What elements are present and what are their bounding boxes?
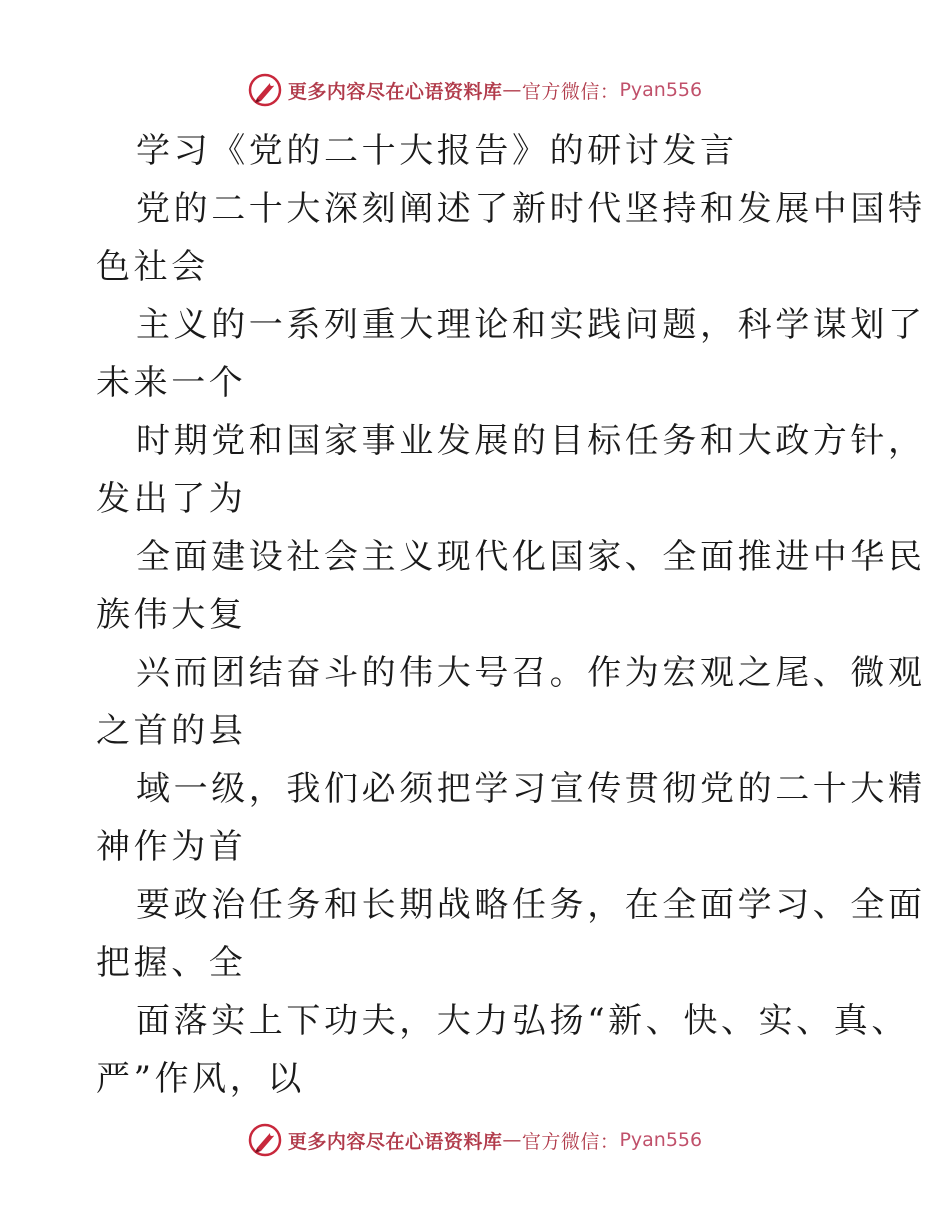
paragraph-line: 时期党和国家事业发展的目标任务和大政方针，	[136, 421, 926, 461]
banner-main-text: 更多内容尽在心语资料库	[287, 80, 503, 103]
banner-dash: —	[502, 1129, 522, 1151]
paragraph-line: 党的二十大深刻阐述了新时代坚持和发展中国特	[136, 189, 926, 229]
paragraph-line: 严”作风，以	[96, 1059, 305, 1099]
footer-banner	[0, 1120, 950, 1160]
banner-sub-text: 官方微信：	[521, 80, 620, 103]
paragraph-line: 未来一个	[96, 363, 247, 403]
banner-main-text: 更多内容尽在心语资料库	[287, 1130, 503, 1153]
paragraph-line: 把握、全	[96, 943, 247, 983]
paragraph-line: 面落实上下功夫，大力弘扬“新、快、实、真、	[136, 1001, 909, 1041]
paragraph-line: 神作为首	[96, 827, 247, 867]
paragraph-line: 主义的一系列重大理论和实践问题，科学谋划了	[136, 305, 926, 345]
banner-dash: —	[502, 79, 522, 101]
paragraph-line: 域一级，我们必须把学习宣传贯彻党的二十大精	[136, 769, 926, 809]
paragraph-line: 发出了为	[96, 479, 247, 519]
banner-sub-text: 官方微信：	[521, 1130, 620, 1153]
paragraph-line: 族伟大复	[96, 595, 247, 635]
pen-logo-icon	[248, 1123, 282, 1157]
document-title: 学习《党的二十大报告》的研讨发言	[136, 131, 738, 171]
paragraph-line: 色社会	[96, 247, 209, 287]
banner-wechat-id: Pyan556	[619, 79, 703, 101]
pen-logo-icon	[248, 73, 282, 107]
document-body	[96, 122, 926, 1108]
banner-wechat-id: Pyan556	[619, 1129, 703, 1151]
paragraph-line: 之首的县	[96, 711, 247, 751]
paragraph-line: 要政治任务和长期战略任务，在全面学习、全面	[136, 885, 926, 925]
paragraph-line: 兴而团结奋斗的伟大号召。作为宏观之尾、微观	[136, 653, 926, 693]
paragraph-line: 全面建设社会主义现代化国家、全面推进中华民	[136, 537, 926, 577]
header-banner	[0, 70, 950, 110]
